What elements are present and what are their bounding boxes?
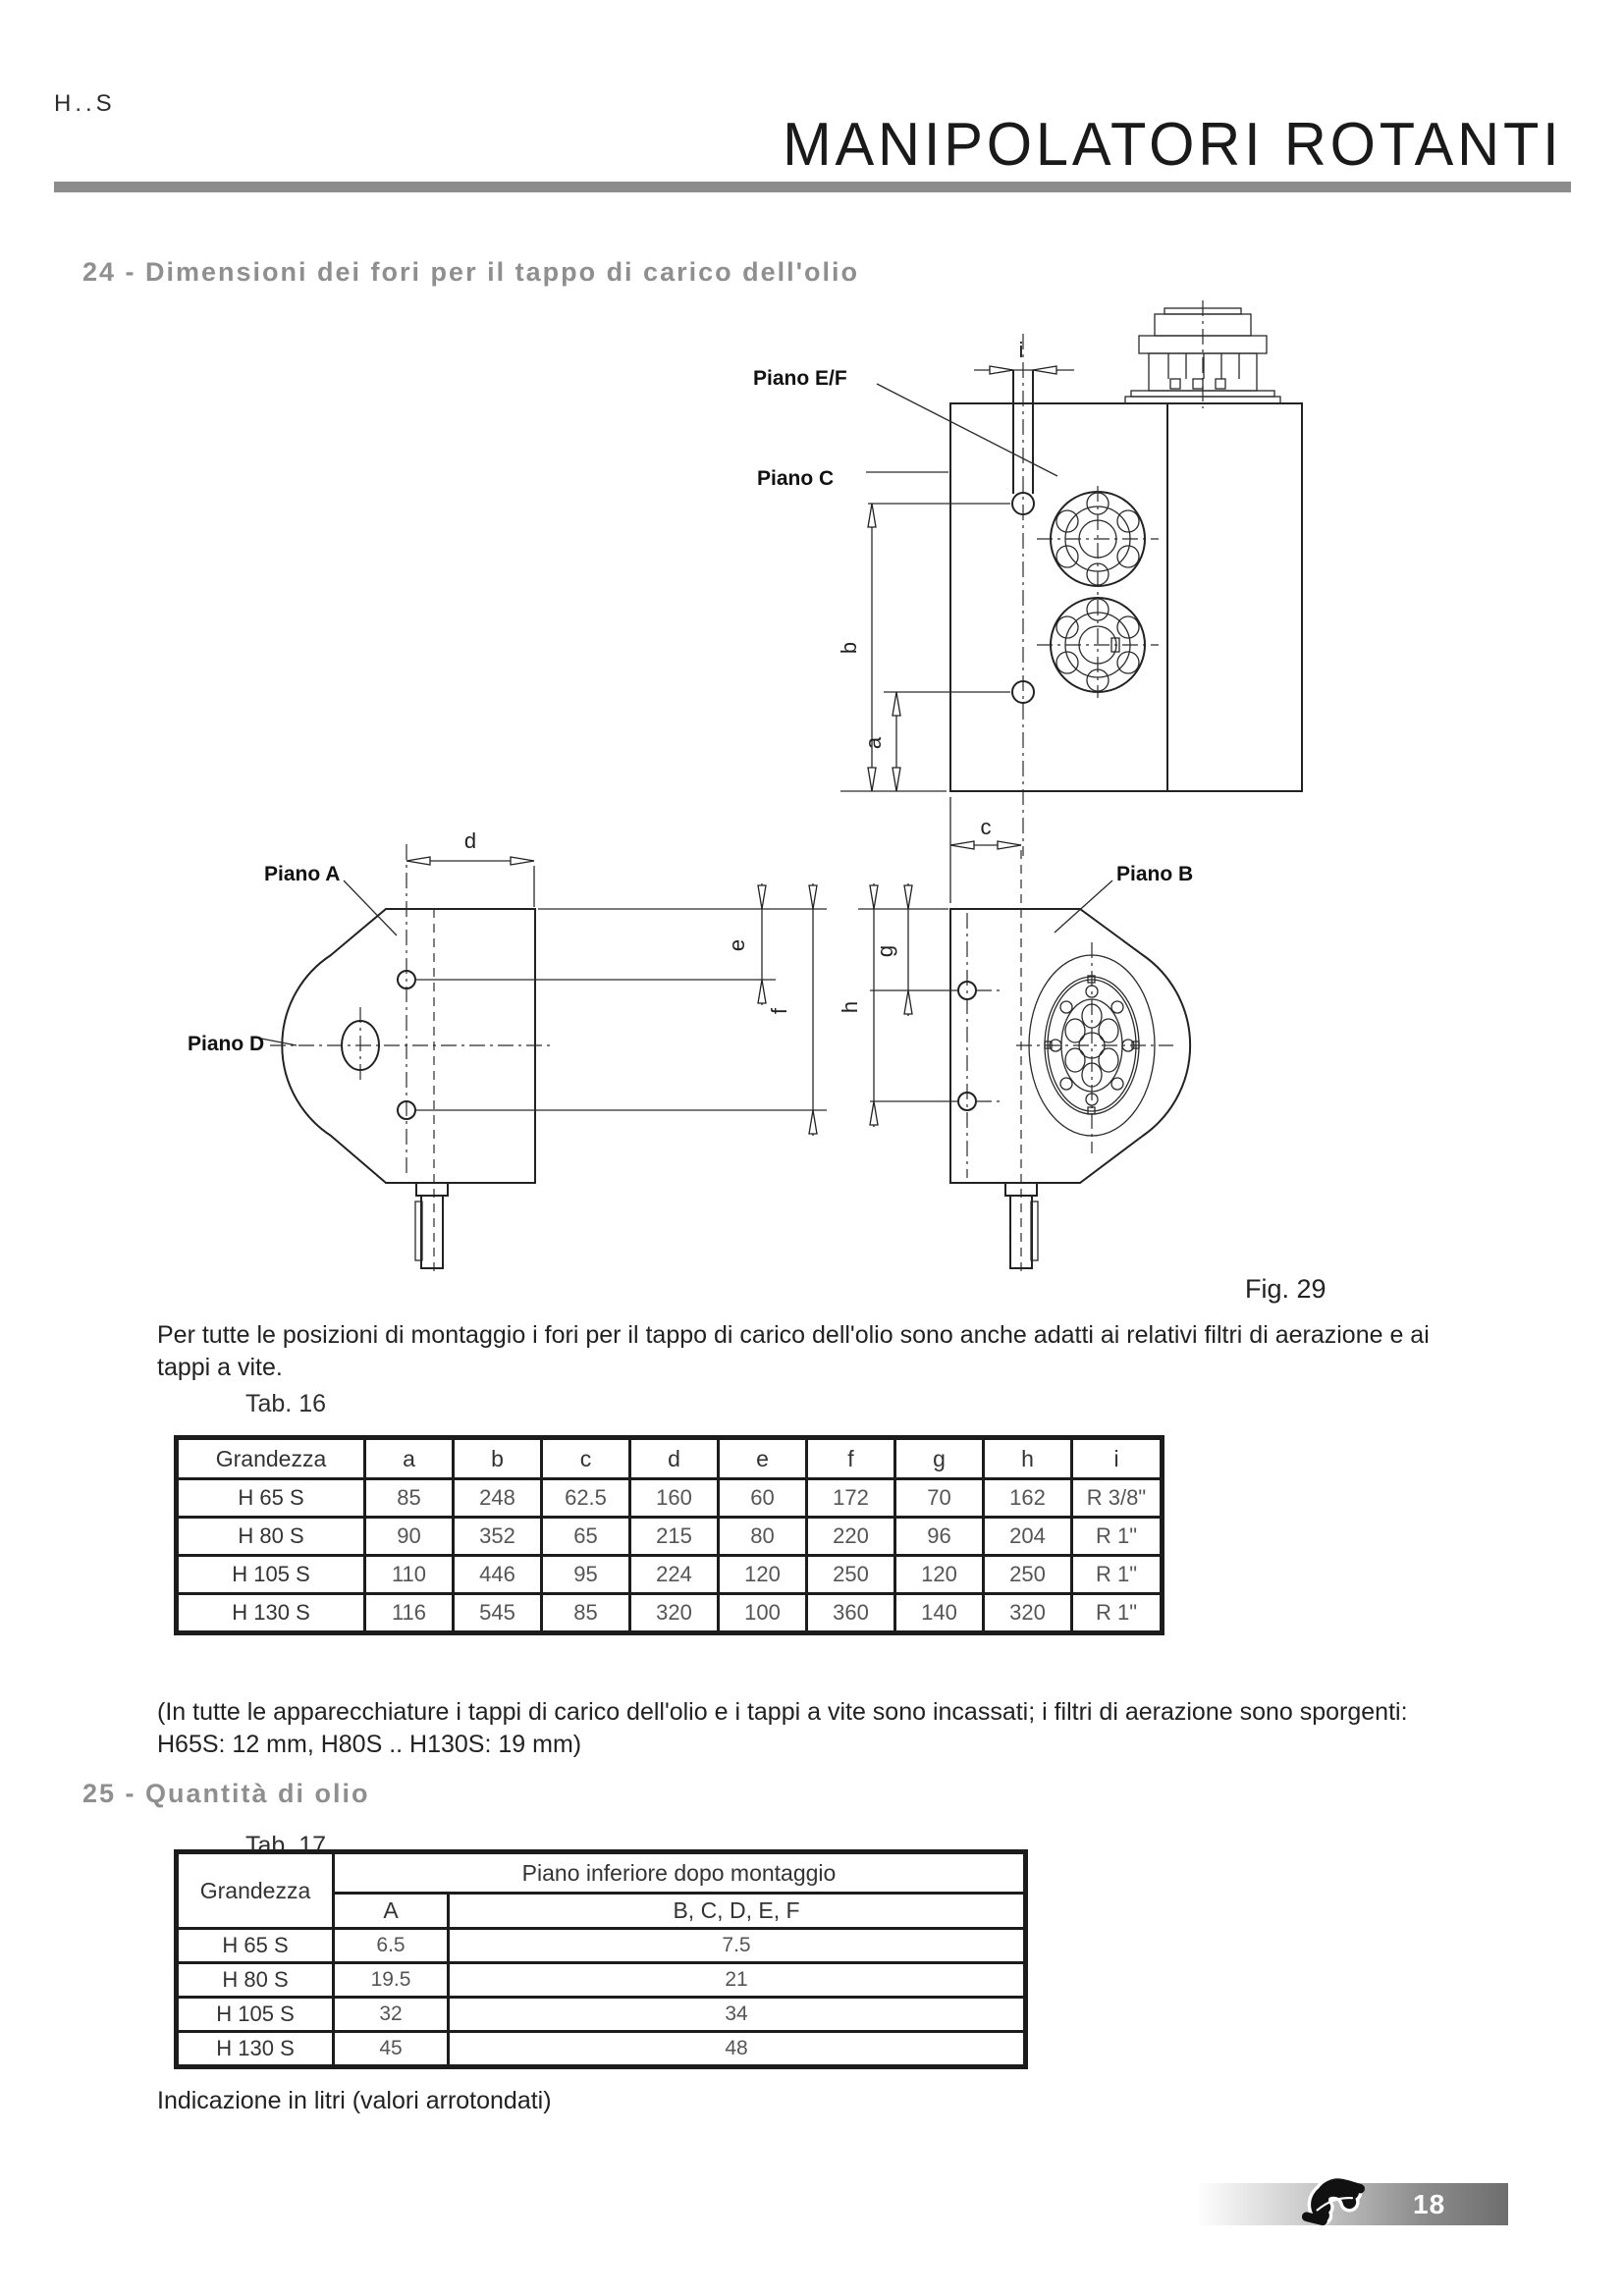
cell: 110	[365, 1556, 454, 1594]
dim-e	[725, 883, 766, 1005]
size-label: H 105 S	[177, 1556, 365, 1594]
size-label: H 80 S	[177, 1518, 365, 1556]
dim-label-f: f	[767, 1007, 791, 1015]
table-header-row	[177, 1852, 1026, 1894]
dim-a	[861, 692, 1010, 791]
col-header: f	[807, 1438, 895, 1479]
dim-d	[406, 828, 534, 907]
col-header: B, C, D, E, F	[449, 1894, 1026, 1929]
size-label: H 130 S	[177, 2032, 334, 2067]
cell: 7.5	[449, 1929, 1026, 1963]
figure-caption: Fig. 29	[1245, 1274, 1326, 1304]
dim-label-i: i	[1018, 338, 1024, 362]
cell: 224	[630, 1556, 719, 1594]
cell: R 1"	[1072, 1518, 1163, 1556]
plane-d-leader	[261, 1039, 297, 1045]
cell: 545	[454, 1594, 542, 1633]
cell: 320	[984, 1594, 1072, 1633]
cell: 60	[719, 1479, 807, 1518]
cell: 19.5	[334, 1963, 449, 1998]
col-header: d	[630, 1438, 719, 1479]
table-row	[177, 1556, 1163, 1594]
oil-quantity-table	[174, 1849, 1028, 2069]
cell: 172	[807, 1479, 895, 1518]
table-header-row	[177, 1438, 1163, 1479]
cell: 65	[542, 1518, 630, 1556]
size-label: H 105 S	[177, 1998, 334, 2032]
cell: 140	[895, 1594, 984, 1633]
table-row	[177, 1479, 1163, 1518]
cell: 250	[984, 1556, 1072, 1594]
tab-17-table-wrap	[174, 1849, 1028, 2069]
dim-label-g: g	[873, 944, 897, 958]
footer-page-bar	[1195, 2183, 1508, 2225]
size-label: H 130 S	[177, 1594, 365, 1633]
brand-logo-icon	[1289, 2175, 1378, 2234]
cell: 360	[807, 1594, 895, 1633]
left-output-shaft	[415, 1183, 448, 1268]
table-row	[177, 1929, 1026, 1963]
cell: R 1"	[1072, 1594, 1163, 1633]
plane-b-leader	[1055, 881, 1112, 933]
cell: 250	[807, 1556, 895, 1594]
dim-f	[767, 883, 817, 1136]
cell: 80	[719, 1518, 807, 1556]
cell: 32	[334, 1998, 449, 2032]
cell: R 1"	[1072, 1556, 1163, 1594]
col-header: A	[334, 1894, 449, 1929]
dim-label-b: b	[837, 641, 861, 655]
cell: 320	[630, 1594, 719, 1633]
fill-plug-channel	[1012, 334, 1034, 856]
col-header: Grandezza	[177, 1438, 365, 1479]
col-header: g	[895, 1438, 984, 1479]
tab-17-label: Tab. 17	[245, 1832, 327, 1859]
cell: 21	[449, 1963, 1026, 1998]
col-header: Grandezza	[177, 1852, 334, 1929]
plane-b-label: Piano B	[1116, 863, 1194, 885]
table-row	[177, 1594, 1163, 1633]
model-code: H..S	[54, 90, 116, 117]
cell: 116	[365, 1594, 454, 1633]
dim-h	[838, 883, 878, 1127]
plane-ef-leader	[877, 384, 1057, 476]
cell: 45	[334, 2032, 449, 2067]
cell: 85	[365, 1479, 454, 1518]
table-row	[177, 1518, 1163, 1556]
table-row	[177, 1998, 1026, 2032]
section-25-heading: 25 - Quantità di olio	[82, 1779, 370, 1808]
cell: 95	[542, 1556, 630, 1594]
cell: 220	[807, 1518, 895, 1556]
cell: 100	[719, 1594, 807, 1633]
tab-16-label: Tab. 16	[245, 1390, 327, 1417]
col-header: e	[719, 1438, 807, 1479]
header-rule	[54, 182, 1571, 192]
size-label: H 65 S	[177, 1929, 334, 1963]
page-number: 18	[1413, 2189, 1446, 2219]
section-24-note: (In tutte le apparecchiature i tappi di carico dell'olio e i tappi a vite sono incassati; i filtri di aerazione sono sporgenti: H65S: 12 mm, H80S .. H130S: 19 mm)	[157, 1698, 1408, 1758]
table-row	[177, 2032, 1026, 2067]
cell: 90	[365, 1518, 454, 1556]
cell: 96	[895, 1518, 984, 1556]
cell: 352	[454, 1518, 542, 1556]
plane-c-label: Piano C	[757, 467, 835, 490]
col-header: c	[542, 1438, 630, 1479]
section-24-heading: 24 - Dimensioni dei fori per il tappo di carico dell'olio	[82, 257, 860, 287]
dimensions-table	[174, 1435, 1164, 1635]
size-label: H 65 S	[177, 1479, 365, 1518]
left-side-view	[188, 828, 827, 1272]
table-row	[177, 1963, 1026, 1998]
section-25-note: Indicazione in litri (valori arrotondati)	[157, 2087, 552, 2114]
cell: 6.5	[334, 1929, 449, 1963]
dim-label-e: e	[725, 938, 749, 952]
breather-connector	[1125, 300, 1280, 408]
cell: 204	[984, 1518, 1072, 1556]
cell: 70	[895, 1479, 984, 1518]
dim-i	[974, 338, 1074, 374]
col-header: b	[454, 1438, 542, 1479]
plane-d-label: Piano D	[188, 1033, 265, 1055]
col-header: h	[984, 1438, 1072, 1479]
cell: 160	[630, 1479, 719, 1518]
cell: 248	[454, 1479, 542, 1518]
cell: 34	[449, 1998, 1026, 2032]
dim-label-c: c	[980, 815, 992, 839]
cell: 48	[449, 2032, 1026, 2067]
size-label: H 80 S	[177, 1963, 334, 1998]
right-side-view	[838, 850, 1193, 1272]
col-header: a	[365, 1438, 454, 1479]
dim-g	[873, 883, 912, 1016]
section-24-paragraph: Per tutte le posizioni di montaggio i fori per il tappo di carico dell'olio sono anche adatti ai relativi filtri di aerazione e ai tappi a vite.	[157, 1321, 1430, 1381]
cell: 162	[984, 1479, 1072, 1518]
dim-label-a: a	[861, 736, 886, 750]
cell: 215	[630, 1518, 719, 1556]
cell: 85	[542, 1594, 630, 1633]
group-header: Piano inferiore dopo montaggio	[334, 1852, 1026, 1894]
plane-ef-label: Piano E/F	[753, 367, 847, 390]
top-view	[753, 300, 1302, 856]
rotary-flange-face	[1016, 942, 1173, 1153]
plane-a-label: Piano A	[264, 863, 341, 885]
cell: 446	[454, 1556, 542, 1594]
cell: R 3/8"	[1072, 1479, 1163, 1518]
dim-label-d: d	[463, 828, 477, 853]
tab-16-table-wrap	[174, 1435, 1164, 1635]
page-title: MANIPOLATORI ROTANTI	[783, 111, 1563, 179]
dim-c	[950, 797, 1021, 903]
dim-label-h: h	[838, 1000, 862, 1014]
cell: 120	[719, 1556, 807, 1594]
col-header: i	[1072, 1438, 1163, 1479]
cell: 120	[895, 1556, 984, 1594]
cell: 62.5	[542, 1479, 630, 1518]
